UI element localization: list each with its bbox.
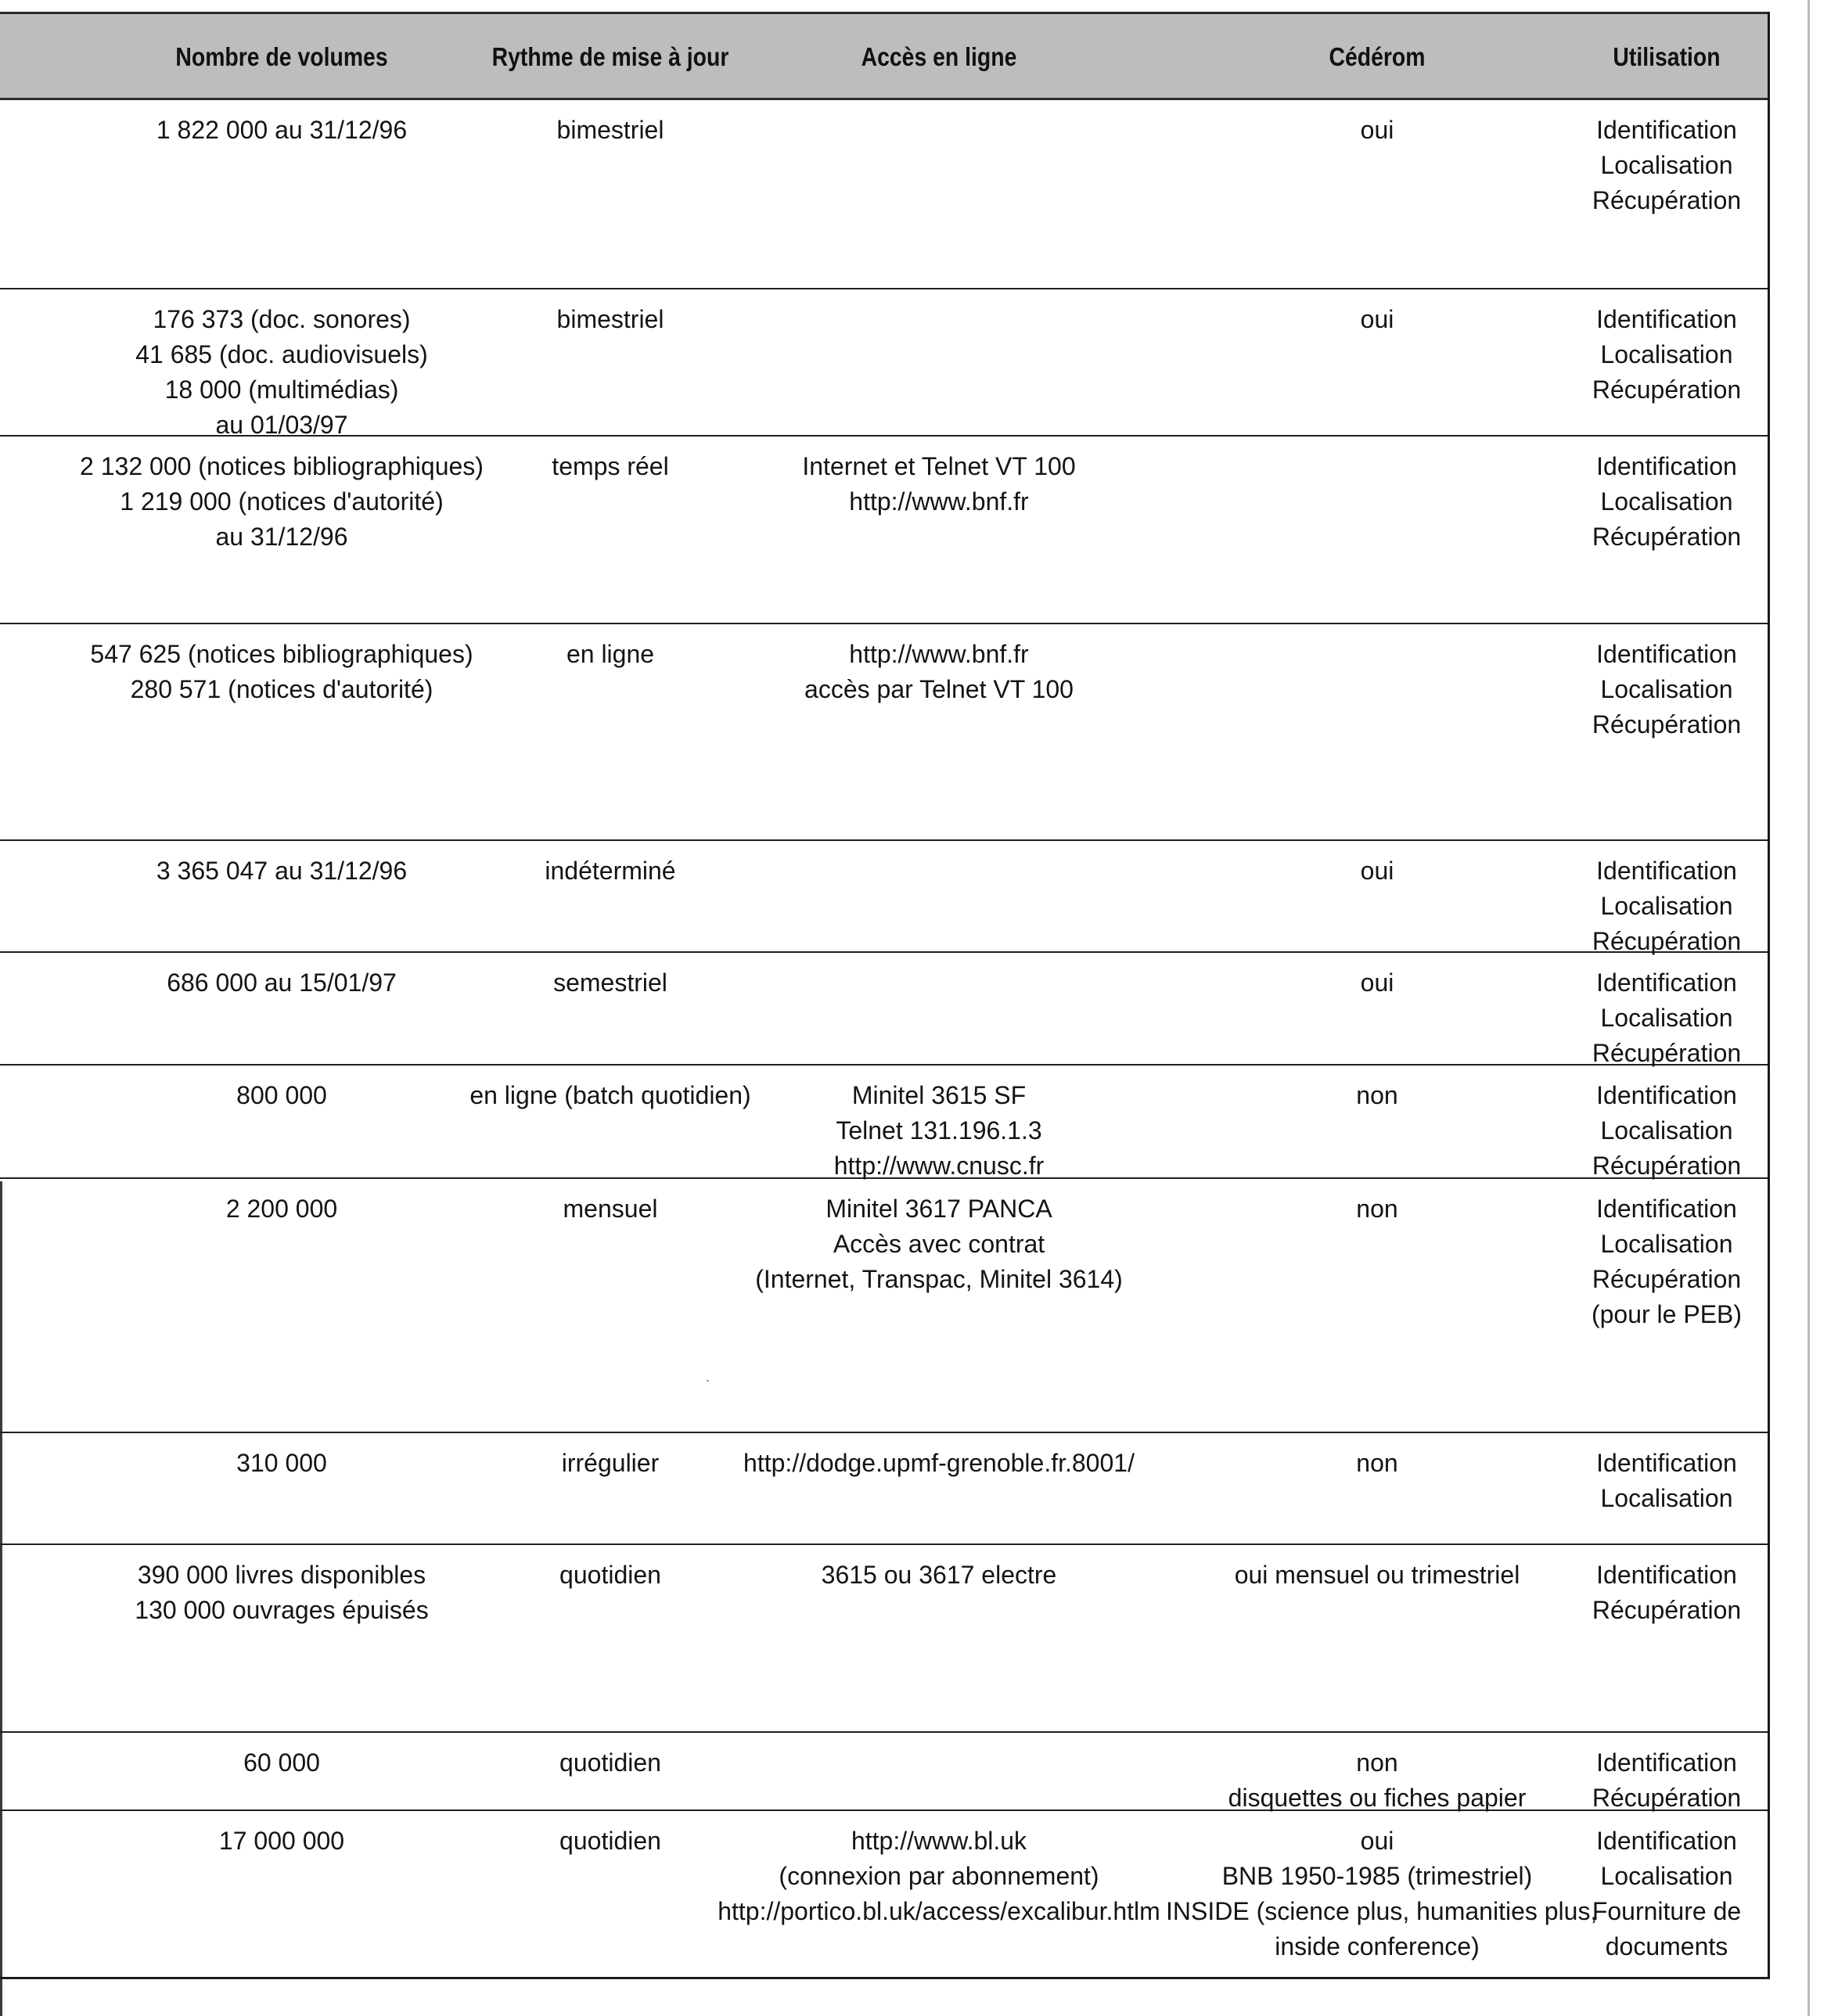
cell-line: 2 132 000 (notices bibliographiques) [80,452,484,480]
cell-cederom [1166,853,1588,889]
table-row [0,1433,1768,1545]
cell-line: INSIDE (science plus, humanities plus, [1166,1897,1598,1925]
header-acces: Accès en ligne [861,42,1017,71]
cell-line: 3 365 047 au 31/12/96 [156,857,408,885]
cell-line: Récupération [1592,523,1742,551]
cell-line: (Internet, Transpac, Minitel 3614) [755,1265,1123,1293]
cell-line: Fourniture de [1592,1897,1742,1925]
cell-line: Identification [1596,116,1737,144]
cell-line: disquettes ou fiches papier [1228,1784,1527,1812]
cell-line: (connexion par abonnement) [779,1862,1099,1890]
cell-cederom [1166,1446,1588,1481]
cell-line: http://portico.bl.uk/access/excalibur.htlm [718,1897,1160,1925]
cell-volumes [63,1745,501,1781]
cell-line: 176 373 (doc. sonores) [153,305,411,333]
cell-line: Minitel 3617 PANCA [825,1195,1052,1223]
table-row [0,1733,1768,1811]
cell-volumes [63,1191,501,1227]
cell-line: Localisation [1600,151,1733,179]
cell-line: Accès avec contrat [833,1230,1045,1258]
cell-line: Localisation [1600,1004,1733,1032]
cell-line: Récupération [1592,186,1742,214]
cell-line: oui [1360,1827,1394,1855]
cell-line: mensuel [563,1195,658,1223]
cell-line: non [1356,1449,1398,1477]
cell-line: Localisation [1600,1230,1733,1258]
cell-line: 800 000 [236,1081,327,1109]
cell-line: Localisation [1600,892,1733,920]
table-row [0,100,1768,289]
cell-line: indéterminé [545,857,676,885]
cell-line: oui [1360,116,1394,144]
cell-cederom [1166,113,1588,148]
table-row [0,1179,1768,1433]
cell-line: non [1356,1081,1398,1109]
page-edge-right [1807,0,1810,2016]
cell-line: http://www.cnusc.fr [833,1152,1045,1180]
cell-line: Telnet 131.196.1.3 [836,1116,1042,1145]
cell-line: irrégulier [561,1449,660,1477]
cell-line: non [1356,1195,1398,1223]
cell-line: 1 219 000 (notices d'autorité) [120,487,444,516]
table-row [0,1065,1768,1179]
cell-line: Récupération [1592,1039,1742,1067]
cell-acces [704,1824,1174,1929]
cell-volumes [63,965,501,1001]
cell-line: inside conference) [1275,1932,1480,1960]
cell-line: Identification [1596,640,1737,668]
cell-cederom [1166,1558,1588,1593]
table-row [0,289,1768,437]
cell-line: http://dodge.upmf-grenoble.fr.8001/ [743,1449,1135,1477]
cell-utilisation [1573,449,1761,555]
cell-line: Identification [1596,1748,1737,1777]
cell-line: 686 000 au 15/01/97 [167,968,397,997]
cell-line: 2 200 000 [225,1195,338,1223]
cell-line: Identification [1596,452,1737,480]
cell-rythme [469,965,751,1001]
cell-line: bimestriel [556,305,664,333]
cell-line: http://www.bnf.fr [849,640,1029,668]
table-row [0,841,1768,953]
cell-volumes [63,637,501,707]
cell-acces [704,1191,1174,1297]
cell-line: (pour le PEB) [1591,1300,1743,1328]
cell-volumes [63,449,501,555]
cell-line: non [1356,1748,1398,1777]
cell-line: Identification [1596,1195,1737,1223]
cell-line: 547 625 (notices bibliographiques) [90,640,473,668]
cell-utilisation [1573,1824,1761,1964]
cell-cederom [1166,302,1588,337]
header-rythme: Rythme de mise à jour [491,42,729,71]
cell-line: http://www.bnf.fr [849,487,1029,516]
cell-acces [704,449,1174,519]
cell-line: Localisation [1600,1862,1733,1890]
cell-utilisation [1573,853,1761,959]
cell-rythme [469,853,751,889]
cell-line: quotidien [559,1827,661,1855]
cell-line: documents [1605,1932,1728,1960]
cell-line: quotidien [559,1561,661,1589]
cell-rythme [469,302,751,337]
cell-line: oui [1360,305,1394,333]
cell-utilisation [1573,1191,1761,1332]
cell-line: Récupération [1592,376,1742,404]
table-row [0,1545,1768,1733]
header-volumes: Nombre de volumes [175,42,388,71]
cell-line: oui [1360,857,1394,885]
cell-cederom [1166,1824,1598,1964]
cell-line: temps réel [552,452,669,480]
cell-line: 3615 ou 3617 electre [821,1561,1057,1589]
cell-volumes [63,853,501,889]
cell-cederom [1166,1191,1588,1227]
cell-line: Localisation [1600,1484,1733,1512]
cell-line: 390 000 livres disponibles [137,1561,426,1589]
cell-utilisation [1573,1078,1761,1184]
cell-acces [704,1558,1174,1593]
cell-volumes [63,113,501,148]
cell-line: 1 822 000 au 31/12/96 [156,116,408,144]
cell-line: 41 685 (doc. audiovisuels) [135,340,428,368]
cell-line: Récupération [1592,927,1742,955]
header-cederom: Cédérom [1329,42,1426,71]
cell-utilisation [1573,1558,1761,1628]
cell-cederom [1166,1078,1588,1113]
cell-utilisation [1573,637,1761,742]
cell-line: http://www.bl.uk [851,1827,1027,1855]
cell-line: Récupération [1592,1596,1742,1624]
cell-line: accès par Telnet VT 100 [804,675,1074,703]
scan-speck [707,1380,709,1382]
cell-line: en ligne [566,640,655,668]
cell-line: au 01/03/97 [215,411,348,439]
cell-line: oui mensuel ou trimestriel [1234,1561,1520,1589]
cell-line: Récupération [1592,710,1742,738]
header-utilisation: Utilisation [1613,42,1721,71]
cell-volumes [63,1078,501,1113]
cell-utilisation [1573,1745,1761,1816]
cell-line: 280 571 (notices d'autorité) [130,675,433,703]
cell-line: 18 000 (multimédias) [164,376,399,404]
cell-rythme [469,113,751,148]
cell-line: 60 000 [243,1748,320,1777]
cell-line: Identification [1596,305,1737,333]
cell-volumes [63,1446,501,1481]
cell-utilisation [1573,965,1761,1071]
cell-line: Identification [1596,1561,1737,1589]
cell-line: 310 000 [236,1449,327,1477]
cell-utilisation [1573,113,1761,218]
table-row [0,624,1768,841]
cell-line: Internet et Telnet VT 100 [802,452,1076,480]
cell-line: Identification [1596,857,1737,885]
table-header [0,12,1768,100]
cell-line: Identification [1596,1827,1737,1855]
cell-volumes [63,1824,501,1859]
cell-line: Identification [1596,968,1737,997]
cell-line: semestriel [553,968,667,997]
cell-volumes [63,1558,501,1628]
cell-line: Localisation [1600,1116,1733,1145]
cell-line: Récupération [1592,1265,1742,1293]
cell-utilisation [1573,1446,1761,1516]
cell-acces [704,637,1174,707]
table-row [0,1811,1768,1979]
cell-line: en ligne (batch quotidien) [469,1081,751,1109]
cell-line: Identification [1596,1081,1737,1109]
cell-acces [704,1078,1174,1184]
cell-cederom [1166,965,1588,1001]
cell-cederom [1166,1745,1588,1816]
table-row [0,437,1768,624]
cell-line: Localisation [1600,675,1733,703]
cell-line: oui [1360,968,1394,997]
cell-line: Localisation [1600,340,1733,368]
cell-line: bimestriel [556,116,664,144]
cell-line: Identification [1596,1449,1737,1477]
cell-line: Récupération [1592,1152,1742,1180]
cell-line: 17 000 000 [218,1827,345,1855]
cell-line: BNB 1950-1985 (trimestriel) [1221,1862,1533,1890]
cell-line: Localisation [1600,487,1733,516]
cell-utilisation [1573,302,1761,408]
cell-acces [704,1446,1174,1481]
cell-line: au 31/12/96 [215,523,348,551]
cell-line: Récupération [1592,1784,1742,1812]
cell-volumes [63,302,501,443]
cell-line: Minitel 3615 SF [851,1081,1027,1109]
cell-rythme [469,1745,751,1781]
cell-line: quotidien [559,1748,661,1777]
table-row [0,953,1768,1065]
cell-line: 130 000 ouvrages épuisés [135,1596,429,1624]
